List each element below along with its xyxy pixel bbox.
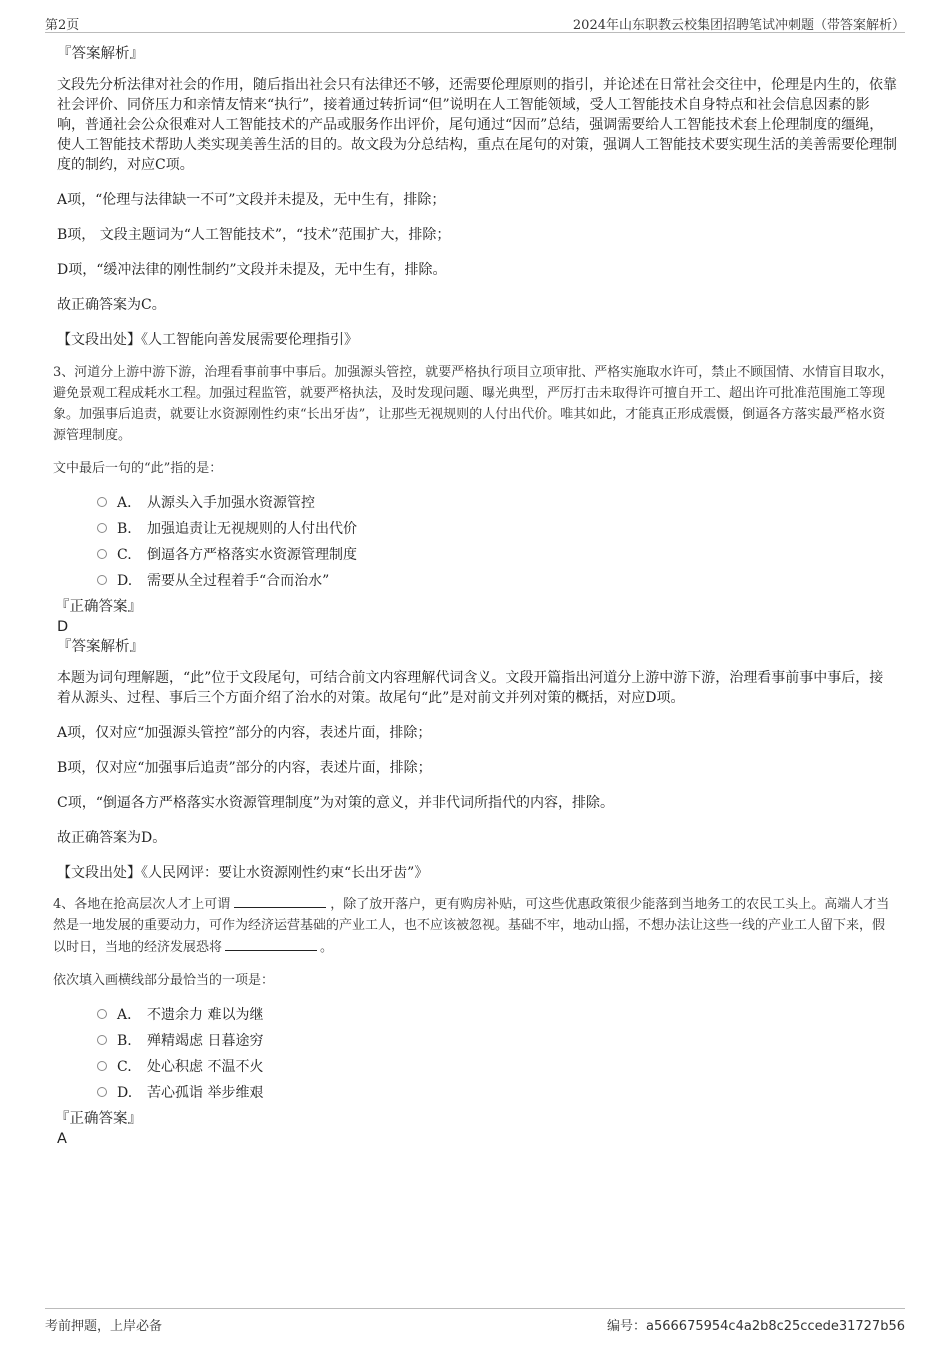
q3-options <box>57 490 897 594</box>
q2-option-b-analysis: B项， 文段主题词为“人工智能技术”，“技术”范围扩大，排除； <box>57 227 451 243</box>
document-id: 编号：a566675954c4a2b8c25ccede31727b56 <box>607 1319 905 1334</box>
q4-option-c[interactable]: C. 处心积虑 不温不火 <box>97 1054 897 1080</box>
q4-answer: A <box>57 1131 67 1147</box>
q2-option-a-analysis: A项，“伦理与法律缺一不可”文段并未提及，无中生有，排除； <box>57 192 446 208</box>
q4-question: 依次填入画横线部分最恰当的一项是： <box>53 973 275 988</box>
q2-conclusion: 故正确答案为C。 <box>57 297 166 313</box>
radio-icon[interactable] <box>97 575 107 585</box>
radio-icon[interactable] <box>97 1035 107 1045</box>
q3-option-c[interactable]: C. 倒逼各方严格落实水资源管理制度 <box>97 542 897 568</box>
radio-icon[interactable] <box>97 549 107 559</box>
radio-icon[interactable] <box>97 523 107 533</box>
q3-answer-label: 『正确答案』 <box>55 599 142 615</box>
q3-question: 文中最后一句的“此”指的是： <box>53 461 223 476</box>
fill-blank-2 <box>225 936 317 951</box>
q3-analysis: 本题为词句理解题，“此”位于文段尾句，可结合前文内容理解代词含义。文段开篇指出河道分上游中游下游，治理看事前事中事后，接着从源头、过程、事后三个方面介绍了治水的对策。故尾句“此”是对前文并列对策的概括，对应D项。 <box>57 670 884 706</box>
q3-option-b[interactable]: B. 加强追责让无视规则的人付出代价 <box>97 516 897 542</box>
q3-option-b-analysis: B项，仅对应“加强事后追责”部分的内容，表述片面，排除； <box>57 760 432 776</box>
q2-analysis-label: 『答案解析』 <box>57 46 144 62</box>
q3-stem: 3、河道分上游中游下游，治理看事前事中事后。加强源头管控，就要严格执行项目立项审批、严格实施取水许可，禁止不顾国情、水情盲目取水，避免景观工程成耗水工程。加强过程监管，就要严格执法，及时发现问题、曝光典型，严厉打击未取得许可擅自开工、超出许可批准范围施工等现象。加强事后追责，就要让水资源刚性约束“长出牙齿”，让那些无视规则的人付出代价。唯其如此，才能真正形成震慑，倒逼各方落实最严格水资源管理制度。 <box>53 365 894 443</box>
q3-option-a-analysis: A项，仅对应“加强源头管控”部分的内容，表述片面，排除； <box>57 725 432 741</box>
footer-slogan: 考前押题，上岸必备 <box>45 1319 163 1334</box>
q2-source: 【文段出处】《人工智能向善发展需要伦理指引》 <box>57 332 358 348</box>
radio-icon[interactable] <box>97 1009 107 1019</box>
q4-options <box>57 1002 897 1106</box>
radio-icon[interactable] <box>97 497 107 507</box>
fill-blank-1 <box>234 893 326 908</box>
page-number: 第2页 <box>45 18 80 33</box>
q2-analysis: 文段先分析法律对社会的作用，随后指出社会只有法律还不够，还需要伦理原则的指引，并论述在日常社会交往中，伦理是内生的，依靠社会评价、同侪压力和亲情友情来“执行”，接着通过转折词“但”说明在人工智能领域，受人工智能技术自身特点和社会信息因素的影响，普通社会公众很难对人工智能技术的产品或服务作出评价，尾句通过“因而”总结，强调需要给人工智能技术套上伦理制度的缰绳，使人工智能技术帮助人类实现美善生活的目的。故文段为分总结构，重点在尾句的对策，强调人工智能技术要实现生活的美善需要伦理制度的制约，对应C项。 <box>57 77 897 173</box>
q3-option-d[interactable]: D. 需要从全过程着手“合而治水” <box>97 568 897 594</box>
page-footer <box>45 1308 905 1333</box>
q3-option-a[interactable]: A． 从源头入手加强水资源管控 <box>97 490 897 516</box>
q3-option-c-analysis: C项，“倒逼各方严格落实水资源管理制度”为对策的意义，并非代词所指代的内容，排除。 <box>57 795 615 811</box>
q4-option-a[interactable]: A． 不遗余力 难以为继 <box>97 1002 897 1028</box>
document-title: 2024年山东职教云校集团招聘笔试冲刺题（带答案解析） <box>572 18 905 33</box>
q2-option-d-analysis: D项，“缓冲法律的刚性制约”文段并未提及，无中生有，排除。 <box>57 262 447 278</box>
q3-analysis-label: 『答案解析』 <box>57 639 144 655</box>
page-content <box>53 44 897 1149</box>
q4-answer-label: 『正确答案』 <box>55 1111 142 1127</box>
q3-source: 【文段出处】《人民网评：要让水资源刚性约束“长出牙齿”》 <box>57 865 429 881</box>
page-header <box>45 12 905 33</box>
radio-icon[interactable] <box>97 1087 107 1097</box>
q3-answer: D <box>57 619 69 635</box>
q3-conclusion: 故正确答案为D。 <box>57 830 167 846</box>
q4-option-d[interactable]: D. 苦心孤诣 举步维艰 <box>97 1080 897 1106</box>
radio-icon[interactable] <box>97 1061 107 1071</box>
q4-stem: 4、各地在抢高层次人才上可谓 ，除了放开落户，更有购房补贴，可这些优惠政策很少能落到当地务工的农民工头上。高端人才当然是一地发展的重要动力，可作为经济运营基础的产业工人，也不应该被忽视。基础不牢，地动山摇，不想办法让这些一线的产业工人留下来，假以时日，当地的经济发展恐将 。 <box>53 893 897 958</box>
q4-option-b[interactable]: B. 殚精竭虑 日暮途穷 <box>97 1028 897 1054</box>
